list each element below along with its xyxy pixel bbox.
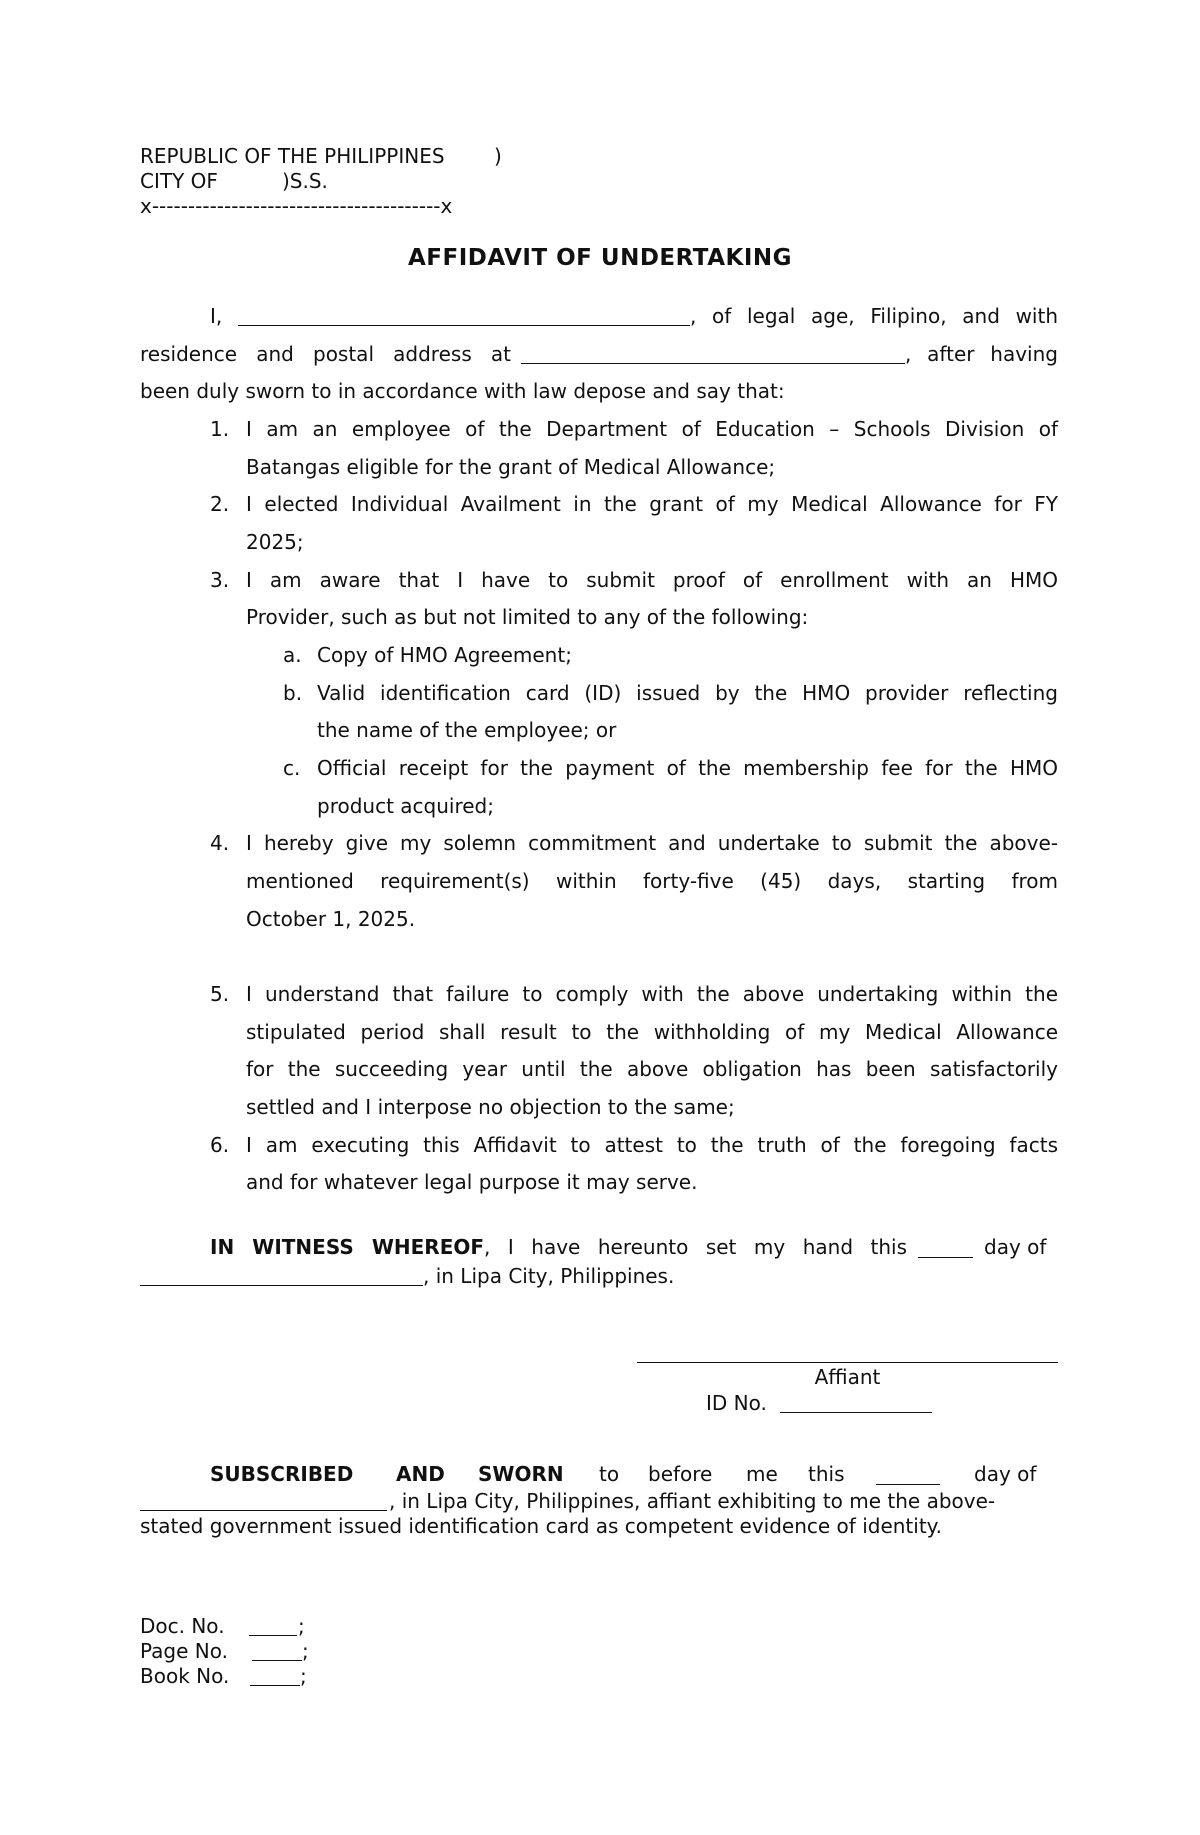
sworn-word-me: me [746, 1462, 778, 1486]
item-2-line-1: I elected Individual Availment in the grant of my Medical Allowance for FY [246, 492, 1058, 516]
sworn-word-to: to [599, 1462, 620, 1486]
sworn-word-before: before [648, 1462, 713, 1486]
doc-no-semicolon: ; [298, 1614, 305, 1638]
page-no-label: Page No. [140, 1639, 228, 1663]
doc-no-label: Doc. No. [140, 1614, 225, 1638]
subitem-b-line-2: the name of the employee; or [317, 718, 617, 742]
item-5-line-4: settled and I interpose no objection to the same; [246, 1095, 735, 1119]
item-6-line-1: I am executing this Affidavit to attest to the truth of the foregoing facts [246, 1133, 1058, 1157]
header-ss: )S.S. [282, 169, 328, 193]
item-1-line-1: I am an employee of the Department of Education – Schools Division of [246, 417, 1058, 441]
id-no-label: ID No. [706, 1391, 767, 1415]
item-4-number: 4. [210, 831, 230, 855]
witness-day-of: day of [984, 1235, 1047, 1259]
book-no-label: Book No. [140, 1664, 230, 1688]
item-5-line-2: stipulated period shall result to the withholding of my Medical Allowance [246, 1020, 1058, 1044]
witness-text: , I have hereunto set my hand this [484, 1235, 908, 1259]
item-6-line-2: and for whatever legal purpose it may serve. [246, 1170, 698, 1194]
item-4-line-3: October 1, 2025. [246, 907, 416, 931]
intro-i: I, [210, 304, 223, 328]
sworn-month-blank [140, 1510, 387, 1511]
sworn-bold-sworn: SWORN [478, 1462, 564, 1486]
header-separator: x----------------------------------------x [140, 194, 453, 218]
subitem-a-line-1: Copy of HMO Agreement; [317, 643, 572, 667]
page-no-semicolon: ; [302, 1639, 309, 1663]
sworn-line-2: , in Lipa City, Philippines, affiant exhibiting to me the above- [389, 1489, 996, 1513]
affiant-signature-line [637, 1362, 1058, 1363]
book-no-semicolon: ; [300, 1664, 307, 1688]
item-3-number: 3. [210, 568, 230, 592]
subitem-c-letter: c. [283, 756, 301, 780]
republic-text: REPUBLIC OF THE PHILIPPINES [140, 144, 445, 168]
subitem-c-line-2: product acquired; [317, 794, 494, 818]
doc-no-blank [249, 1635, 297, 1636]
item-2-number: 2. [210, 492, 230, 516]
item-3-line-2: Provider, such as but not limited to any of the following: [246, 605, 809, 629]
subitem-c-line-1: Official receipt for the payment of the membership fee for the HMO [317, 756, 1058, 780]
header-paren: ) [494, 144, 502, 168]
sworn-day-of: day of [974, 1462, 1037, 1486]
sworn-line-3: stated government issued identification card as competent evidence of identity. [140, 1514, 943, 1538]
witness-place: , in Lipa City, Philippines. [423, 1264, 675, 1288]
item-1-number: 1. [210, 417, 230, 441]
item-5-line-1: I understand that failure to comply with the above undertaking within the [246, 982, 1058, 1006]
witness-bold: IN WITNESS WHEREOF [210, 1235, 485, 1259]
subitem-b-line-1: Valid identification card (ID) issued by the HMO provider reflecting [317, 681, 1058, 705]
item-5-number: 5. [210, 982, 230, 1006]
intro-residence: residence and postal address at [140, 342, 511, 366]
item-3-line-1: I am aware that I have to submit proof of enrollment with an HMO [246, 568, 1058, 592]
sworn-bold-and: AND [396, 1462, 445, 1486]
intro-sworn: been duly sworn to in accordance with law depose and say that: [140, 379, 785, 403]
subitem-a-letter: a. [283, 643, 302, 667]
affiant-label: Affiant [814, 1365, 881, 1389]
item-5-line-3: for the succeeding year until the above obligation has been satisfactorily [246, 1057, 1058, 1081]
name-blank [238, 325, 690, 326]
book-no-blank [250, 1685, 300, 1686]
witness-day-blank [918, 1257, 973, 1258]
address-blank [521, 363, 905, 364]
item-6-number: 6. [210, 1133, 230, 1157]
witness-line-1 [210, 1234, 907, 1260]
item-4-line-1: I hereby give my solemn commitment and undertake to submit the above- [246, 831, 1058, 855]
header-republic [140, 143, 445, 169]
header-city: CITY OF [140, 169, 218, 193]
sworn-word-this: this [808, 1462, 845, 1486]
item-2-line-2: 2025; [246, 530, 304, 554]
intro-after-name: , of legal age, Filipino, and with [690, 304, 1058, 328]
document-title: AFFIDAVIT OF UNDERTAKING [407, 245, 793, 271]
id-no-blank [780, 1412, 932, 1413]
intro-after-address: , after having [905, 342, 1058, 366]
witness-month-blank [140, 1285, 423, 1286]
subitem-b-letter: b. [283, 681, 303, 705]
item-1-line-2: Batangas eligible for the grant of Medical Allowance; [246, 455, 776, 479]
item-4-line-2: mentioned requirement(s) within forty-five (45) days, starting from [246, 869, 1058, 893]
sworn-bold-subscribed: SUBSCRIBED [210, 1462, 354, 1486]
page-no-blank [252, 1660, 302, 1661]
sworn-day-blank [876, 1484, 940, 1485]
